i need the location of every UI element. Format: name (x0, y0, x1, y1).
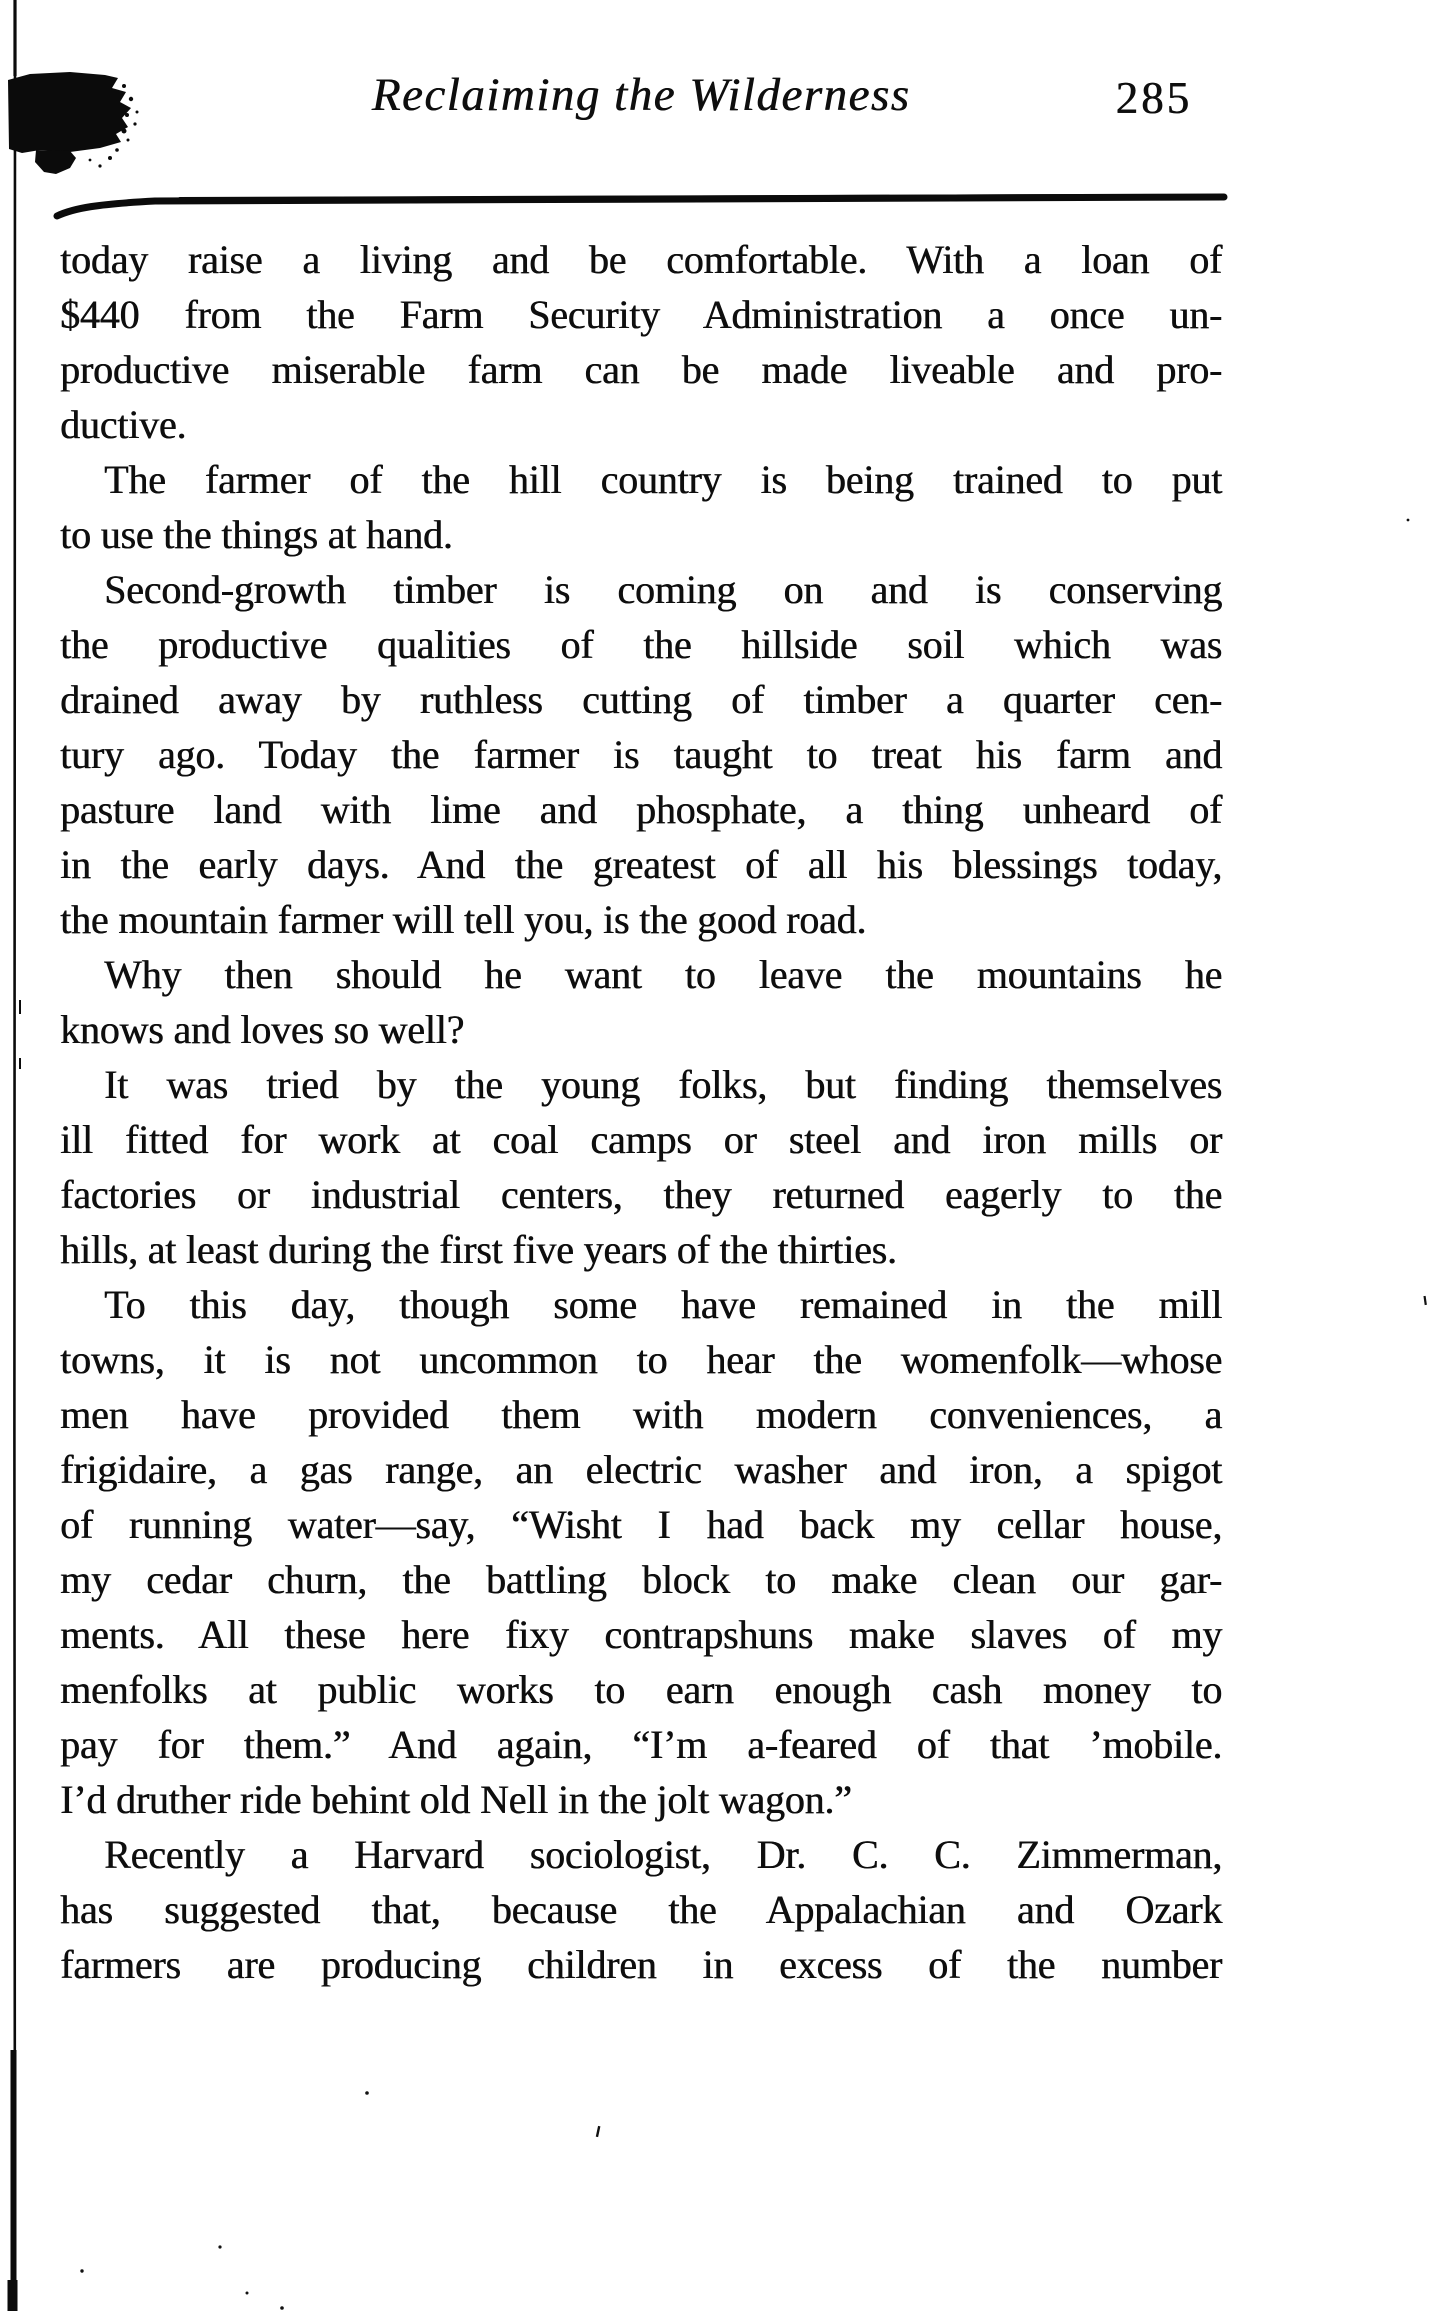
text-line: pasture land with lime and phosphate, a thing unheard of (60, 787, 1222, 832)
text-line: to use the things at hand. (60, 512, 453, 557)
header-rule (57, 197, 1224, 217)
text-line: To this day, though some have remained in the mill (104, 1282, 1222, 1327)
page-body-text (60, 232, 1222, 1992)
paragraph (60, 1827, 1222, 1992)
text-line: The farmer of the hill country is being trained to put (104, 457, 1222, 502)
paragraph (60, 232, 1222, 452)
text-line: I’d druther ride behint old Nell in the jolt wagon.” (60, 1777, 852, 1822)
text-line: Second-growth timber is coming on and is conserving (104, 567, 1222, 612)
paragraph (60, 562, 1222, 947)
text-line: Why then should he want to leave the mountains he (104, 952, 1222, 997)
text-line: ill fitted for work at coal camps or steel and iron mills or (60, 1117, 1222, 1162)
text-line: today raise a living and be comfortable. With a loan of (60, 237, 1222, 282)
text-line: my cedar churn, the battling block to make clean our gar- (60, 1557, 1222, 1602)
page-number: 285 (1115, 73, 1192, 123)
text-line: towns, it is not uncommon to hear the womenfolk—whose (60, 1337, 1222, 1382)
text-line: menfolks at public works to earn enough cash money to (60, 1667, 1222, 1712)
text-line: ments. All these here fixy contrapshuns make slaves of my (60, 1612, 1222, 1657)
text-line: tury ago. Today the farmer is taught to treat his farm and (60, 732, 1222, 777)
running-head-title: Reclaiming the Wilderness (371, 69, 911, 121)
text-line: frigidaire, a gas range, an electric washer and iron, a spigot (60, 1447, 1222, 1492)
text-line: factories or industrial centers, they returned eagerly to the (60, 1172, 1222, 1217)
text-line: knows and loves so well? (60, 1007, 465, 1052)
text-line: pay for them.” And again, “I’m a-feared of that ’mobile. (60, 1722, 1222, 1767)
text-line: $440 from the Farm Security Administration a once un- (60, 292, 1222, 337)
text-line: hills, at least during the first five years of the thirties. (60, 1227, 897, 1272)
text-line: Recently a Harvard sociologist, Dr. C. C. Zimmerman, (104, 1832, 1222, 1877)
page-edge-line (13, 0, 21, 2311)
text-line: drained away by ruthless cutting of timber a quarter cen- (60, 677, 1222, 722)
text-line: has suggested that, because the Appalachian and Ozark (60, 1887, 1222, 1932)
text-line: the mountain farmer will tell you, is the good road. (60, 897, 867, 942)
text-line: farmers are producing children in excess of the number (60, 1942, 1222, 1987)
paragraph (60, 1277, 1222, 1827)
text-line: in the early days. And the greatest of all his blessings today, (60, 842, 1222, 887)
text-line: It was tried by the young folks, but finding themselves (104, 1062, 1222, 1107)
text-line: ductive. (60, 402, 187, 447)
text-line: of running water—say, “Wisht I had back my cellar house, (60, 1502, 1222, 1547)
paragraph (60, 1057, 1222, 1277)
text-line: the productive qualities of the hillside soil which was (60, 622, 1222, 667)
paragraph (60, 947, 1222, 1057)
paragraph (60, 452, 1222, 562)
text-line: productive miserable farm can be made liveable and pro- (60, 347, 1222, 392)
text-line: men have provided them with modern conveniences, a (60, 1392, 1222, 1437)
